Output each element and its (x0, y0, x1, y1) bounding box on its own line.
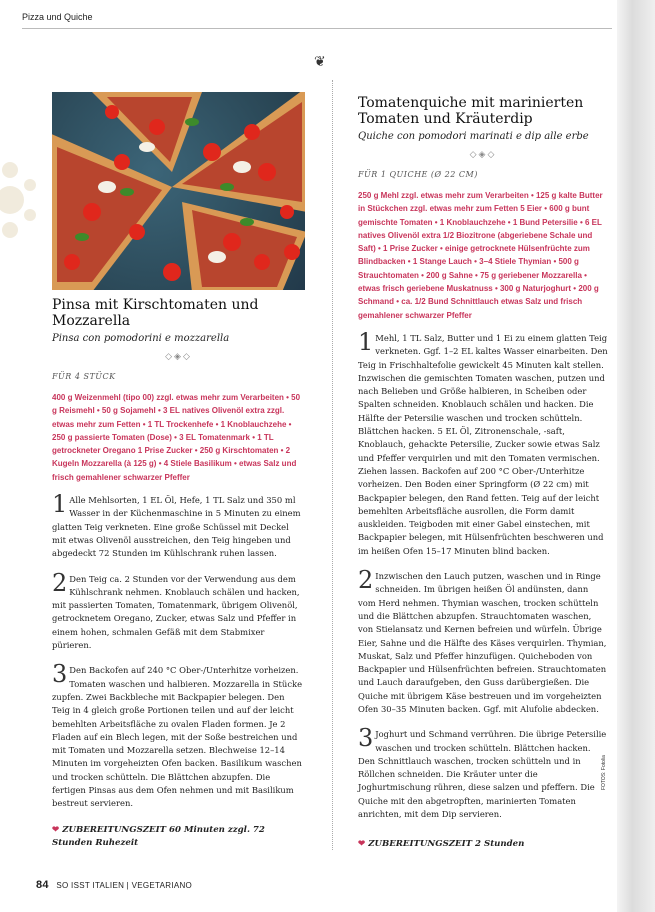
recipe-title: Pinsa mit Kirschtomaten und Mozzarella (52, 297, 259, 329)
recipe-subtitle: Pinsa con pomodorini e mozzarella (52, 333, 230, 344)
right-recipe (358, 95, 608, 821)
heart-icon: ❤ (358, 839, 366, 849)
step (52, 568, 305, 653)
prep-text: ZUBEREITUNGSZEIT 60 Minuten zzgl. 72 Stunden Ruhezeit (52, 825, 265, 848)
step-number: 1 (358, 327, 374, 356)
pinsa-photo (52, 92, 305, 290)
steps (52, 490, 305, 811)
step-text: Inzwischen den Lauch putzen, waschen und in Ringe schneiden. Im übrigen heißen Öl andünsten, dann vom Herd nehmen. Thymian waschen, trocken schütteln und die Blättchen abzupfen. Strauchtomaten waschen, von Stielansatz und Kernen befreien und würfeln. Übrige Eier, Sahne und die Hälfte des Käses verquirlen. Thymian, Muskat, Salz und Pfeffer hinzufügen. Quicheboden von Backpapier und Hülsenfrüchten befreien. Strauchtomaten und Lauch daraufgeben, den Guss darübergießen. Die Quiche mit übrigem Käse bestreuen und im vorgeheizten Ofen 30–35 Minuten backen. Ggf. mit Alufolie abdecken. (358, 571, 607, 714)
step-number: 3 (358, 724, 374, 753)
step-number: 2 (52, 568, 68, 597)
step (52, 490, 305, 560)
recipe-title: Tomatenquiche mit marinierten Tomaten und Kräuterdip (358, 95, 584, 127)
prep-text: ZUBEREITUNGSZEIT 2 Stunden (368, 839, 525, 849)
serves-label: FÜR 1 QUICHE (Ø 22 CM) (358, 170, 478, 179)
step (358, 327, 608, 558)
steps (358, 327, 608, 821)
step-text: Mehl, 1 TL Salz, Butter und 1 Ei zu einem glatten Teig verkneten. Ggf. 1–2 EL kaltes Wasser einarbeiten. Den Teig in Frischhaltefolie gewickelt 45 Minuten kalt stellen. Inzwischen die gemischten Tomaten waschen, putzen und nach Belieben und Größe halbieren, in Scheiben oder Spalten schneiden. Knoblauch schälen und hacken. Die Hälfte der Petersilie waschen und trocken schütteln. Blättchen hacken. 5 EL Öl, Zitronenschale, -saft, Knoblauch, gehackte Petersilie, Zucker sowie etwas Salz und Pfeffer verquirlen und mit den Tomaten vermischen. Ziehen lassen. Backofen auf 200 °C Ober-/Unterhitze vorheizen. Den Boden einer Springform (Ø 22 cm) mit Backpapier belegen, den Rand fetten. Teig auf der leicht bemehlten Arbeitsfläche ausrollen, die Form damit auskleiden. Teigboden mit einer Gabel einstechen, mit Backpapier belegen, mit Hülsenfrüchten beschweren und im heißen Ofen 15–17 Minuten blind backen. (358, 332, 608, 556)
page-edge (617, 0, 655, 912)
step-number: 2 (358, 566, 374, 595)
page-number: 84 (36, 879, 49, 891)
small-ornament-icon: ◇◈◇ (469, 150, 497, 160)
ingredients-list: 400 g Weizenmehl (tipo 00) zzgl. etwas mehr zum Verarbeiten • 50 g Reismehl • 50 g Sojamehl • 3 EL natives Olivenöl extra zzgl. etwas mehr zum Fetten • 1 TL Trockenhefe • 1 Knoblauchzehe • 250 g passierte Tomaten (Dose) • 3 EL Tomatenmark • 1 TL getrockneter Oregano 1 Prise Zucker • 250 g Kirschtomaten • 2 Kugeln Mozzarella (à 125 g) • 4 Stiele Basilikum • etwas Salz und frisch gemahlener schwarzer Pfeffer (52, 393, 301, 482)
step-number: 3 (52, 660, 68, 689)
step-number: 1 (52, 490, 68, 519)
prep-time (358, 838, 608, 851)
recipe-subtitle: Quiche con pomodori marinati e dip alle erbe (358, 131, 589, 142)
small-ornament-icon: ◇◈◇ (165, 352, 192, 362)
ingredients-list: 250 g Mehl zzgl. etwas mehr zum Verarbeiten • 125 g kalte Butter in Stückchen zzgl. etwas mehr zum Fetten 5 Eier • 600 g bunt gemischte Tomaten • 1 Knoblauchzehe • 1 Bund Petersilie • 6 EL natives Olivenöl extra 1/2 Biozitrone (abgeriebene Schale und Saft) • 1 Prise Zucker • einige getrocknete Hülsenfrüchte zum Blindbacken • 1 Stange Lauch • 3–4 Stiele Thymian • 500 g Strauchtomaten • 200 g Sahne • 75 g geriebener Mozzarella • etwas frisch geriebene Muskatnuss • 300 g Naturjoghurt • 200 g Schmand • ca. 1/2 Bund Schnittlauch etwas Salz und frisch gemahlener schwarzer Pfeffer (358, 191, 603, 320)
column-divider (332, 80, 333, 850)
step-text: Joghurt und Schmand verrühren. Die übrige Petersilie waschen und trocken schütteln. Blättchen hacken. Den Schnittlauch waschen, trocken schütteln und in Röllchen schneiden. Die Kräuter unter die Joghurtmischung rühren, diese salzen und pfeffern. Die Quiche mit den abgetropften, marinierten Tomaten anrichten, mit dem Dip servieren. (358, 729, 607, 820)
left-recipe (52, 297, 305, 811)
heart-icon: ❤ (52, 825, 60, 835)
serves-label: FÜR 4 STÜCK (52, 372, 116, 381)
section-label: Pizza und Quiche (22, 12, 93, 22)
page-footer (36, 879, 192, 891)
decorative-flower-icon (0, 140, 50, 260)
step (358, 566, 608, 716)
magazine-name: SO ISST ITALIEN | VEGETARIANO (56, 881, 193, 890)
ornament-icon: ❦ (314, 54, 326, 70)
step-text: Alle Mehlsorten, 1 EL Öl, Hefe, 1 TL Salz und 350 ml Wasser in der Küchenmaschine in 5 Minuten zu einem glatten Teig verkneten. Eine große Schüssel mit Deckel mit etwas Olivenöl ausstreichen, den Teig hingeben und abgedeckt 72 Stunden im Kühlschrank ruhen lassen. (52, 495, 301, 559)
step-text: Den Teig ca. 2 Stunden vor der Verwendung aus dem Kühlschrank nehmen. Knoblauch schälen und hacken, mit passierten Tomaten, Tomatenmark, übrigem Olivenöl, getrocknetem Oregano, Zucker, etwas Salz und Pfeffer in einem hohen, schmalen Gefäß mit dem Stabmixer pürieren. (52, 573, 300, 651)
prep-time (52, 824, 305, 850)
top-rule (22, 28, 612, 29)
step-text: Den Backofen auf 240 °C Ober-/Unterhitze vorheizen. Tomaten waschen und halbieren. Mozzarella in Stücke zupfen. Zwei Backbleche mit Backpapier belegen. Den Teig in 4 gleich große Portionen teilen und auf der leicht bemehlten Arbeitsfläche zu ovalen Fladen formen. Je 2 Fladen auf ein Blech legen, mit der Soße bestreichen und mit Tomaten und Mozzarella setzen. Blechweise 12–14 Minuten im vorgeheizten Ofen backen. Basilikum waschen und trocken schütteln. Die Blättchen abzupfen. Die fertigen Pinsas aus dem Ofen nehmen und mit Basilikum bestreut servieren. (52, 665, 303, 809)
step (358, 724, 608, 821)
step (52, 660, 305, 810)
photo-credit: FOTOS: Fotolia (601, 755, 607, 790)
